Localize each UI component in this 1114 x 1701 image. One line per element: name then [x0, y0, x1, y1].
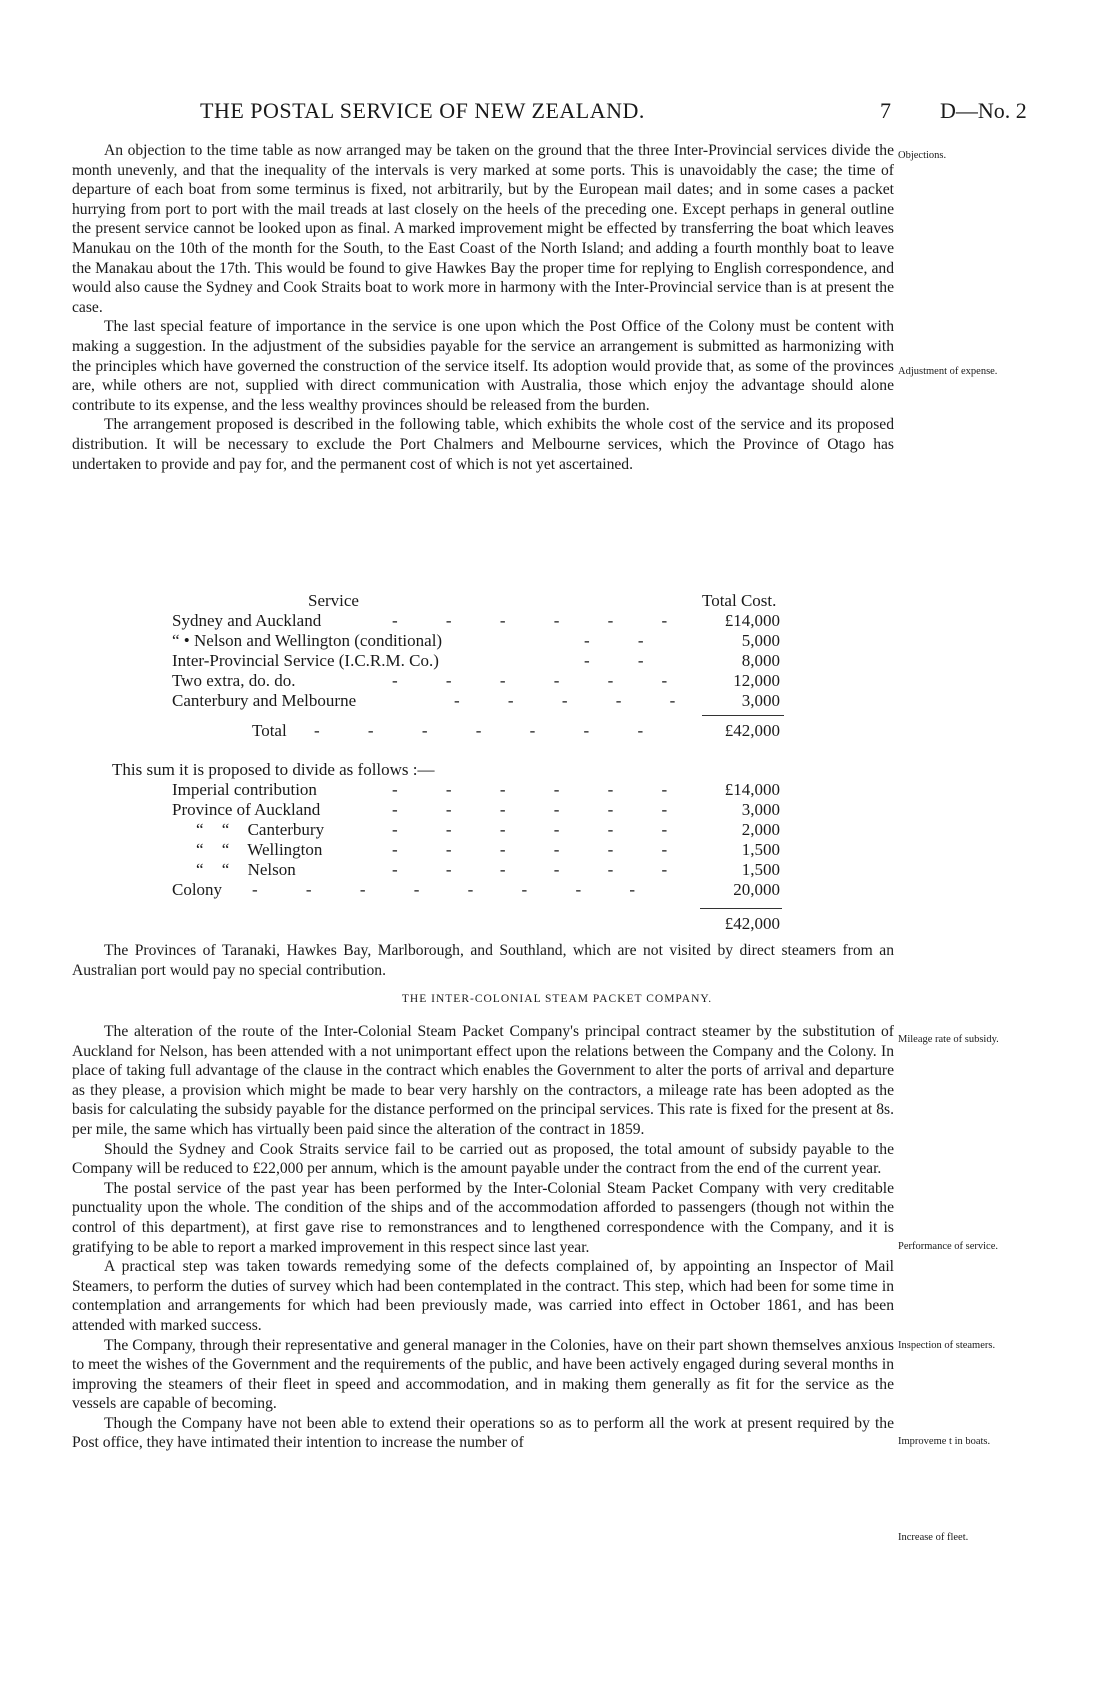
- body-column-1: [72, 141, 894, 474]
- table-header-cost: Total Cost.: [702, 591, 777, 610]
- margin-note: Objections.: [898, 150, 947, 161]
- paragraph: The postal service of the past year has been performed by the Inter-Colonial Steam Packet Company with very creditable punctuality upon the whole. The condition of the ships and of the accommodation afforded to passengers (though not within the control of this department), at first gave rise to remonstrances and to lengthened correspondence with the Company, and it is gratifying to be able to report a marked improvement in this respect since last year.: [72, 1179, 894, 1256]
- row-label: “ • Nelson and Wellington (conditional): [172, 631, 443, 650]
- leader-dashes: - -: [584, 631, 666, 650]
- page-number: 7: [880, 98, 891, 123]
- row-value: 8,000: [741, 651, 780, 670]
- paragraph: The arrangement proposed is described in the following table, which exhibits the whole cost of the service and its proposed distribution. It will be necessary to exclude the Port Chalmers and Melbourne services, which the Province of Otago has undertaken to provide and pay for, and the permanent cost of which is not yet ascertained.: [72, 416, 894, 473]
- running-head: [0, 98, 1114, 124]
- page-title: THE POSTAL SERVICE OF NEW ZEALAND.: [200, 98, 645, 123]
- total-label: Total: [252, 721, 287, 740]
- paragraph: The last special feature of importance in the service is one upon which the Post Office of the Colony must be content with making a suggestion. In the adjustment of the subsidies payable for the service an arrangement is submitted as harmonizing with the principles which have governed the construction of the service itself. Its adoption would provide that, as some of the provinces are, while others are not, supplied with direct communication with Australia, those which enjoy the advantage should alone contribute to its expense, and the less wealthy provinces should be released from the burden.: [72, 318, 894, 414]
- row-label: Two extra, do. do.: [172, 671, 296, 690]
- row-value: 12,000: [733, 671, 780, 690]
- margin-note: Mileage rate of subsidy.: [898, 1034, 999, 1045]
- paragraph: An objection to the time table as now arranged may be taken on the ground that the three Inter-Provincial services divide the month unevenly, and that the inequality of the intervals is very marked at some ports. This is unavoidably the case; the time of departure of each boat from some terminus is fixed, not arbitrarily, but by the European mail dates; and in some cases a packet hurrying from port to port with the mail treads at last closely on the heels of the preceding one. Except perhaps in general outline the present service cannot be looked upon as final. A marked improvement might be effected by transferring the boat which leaves Manukau on the 10th of the month for the South, to the East Coast of the North Island; and adding a fourth monthly boat to leave the Manakau about the 17th. This would be found to give Hawkes Bay the proper time for replying to English correspondence, and would also cause the Sydney and Cook Straits boat to work more in harmony with the Inter-Provincial service than is at present the case.: [72, 142, 894, 316]
- row-value: 1,500: [741, 860, 780, 879]
- cost-table: [172, 591, 812, 751]
- margin-note: Adjustment of expense.: [898, 366, 998, 377]
- leader-dashes: - - - - -: [454, 691, 698, 710]
- margin-note: Performance of service.: [898, 1241, 998, 1252]
- paragraph: The alteration of the route of the Inter-Colonial Steam Packet Company's principal contract steamer by the substitution of Auckland for Nelson, has been attended with a not unimportant effect upon the relations between the Company and the Colony. In place of taking full advantage of the clause in the contract which enables the Government to alter the ports of arrival and departure as they please, a provision which might be made to bear very harshly on the contractors, a mileage rate has been adopted as the basis for calculating the subsidy payable for the distance performed on the principal services. This rate is fixed for the present at 8s. per mile, the same which has virtually been paid since the alteration of the contract in 1859.: [72, 1023, 894, 1138]
- leader-dashes: - - - - - -: [392, 780, 690, 799]
- sum-rule: [700, 908, 782, 909]
- leader-dashes: - - - - - -: [392, 820, 690, 839]
- leader-dashes: - - - - - -: [392, 840, 690, 859]
- leader-dashes: - - - - - -: [392, 671, 690, 690]
- leader-dashes: - -: [584, 651, 666, 670]
- body-column-2: [72, 941, 894, 980]
- paragraph: Should the Sydney and Cook Straits service fail to be carried out as proposed, the total amount of subsidy payable to the Company will be reduced to £22,000 per annum, which is the amount payable under the contract from the end of the current year.: [72, 1140, 894, 1178]
- row-label: “ “ Wellington: [196, 840, 323, 859]
- paragraph: Though the Company have not been able to extend their operations so as to perform all the work at present required by the Post office, they have intimated their intention to increase the number of: [72, 1414, 894, 1452]
- row-value: 3,000: [741, 800, 780, 819]
- row-label: Province of Auckland: [172, 800, 321, 819]
- row-value: 5,000: [741, 631, 780, 650]
- row-label: “ “ Nelson: [196, 860, 296, 879]
- sum-rule: [702, 715, 784, 716]
- paragraph: The Provinces of Taranaki, Hawkes Bay, Marlborough, and Southland, which are not visited by direct steamers from an Australian port would pay no special contribution.: [72, 942, 894, 979]
- distribution-intro: This sum it is proposed to divide as follows :—: [112, 760, 435, 779]
- total-value: £42,000: [724, 914, 780, 933]
- document-reference: D—No. 2: [940, 98, 1027, 123]
- row-value: £14,000: [724, 780, 780, 799]
- leader-dashes: - - - - - -: [392, 800, 690, 819]
- row-value: 3,000: [741, 691, 780, 710]
- paragraph: The Company, through their representative and general manager in the Colonies, have on their part shown themselves anxious to meet the wishes of the Government and the requirements of the public, and have been actively engaged during several months in improving the steamers of their fleet in speed and accommodation, and in making them generally as fit for the service as the vessels are capable of becoming.: [72, 1336, 894, 1413]
- paragraph: A practical step was taken towards remedying some of the defects complained of, by appointing an Inspector of Mail Steamers, to perform the duties of survey which had been contemplated in the contract. This step, which had been for some time in contemplation and arrangements for which had been previously made, was carried into effect in October 1861, and has been attended with marked success.: [72, 1258, 894, 1334]
- distribution-table: [112, 760, 812, 940]
- leader-dashes: - - - - - -: [392, 860, 690, 879]
- leader-dashes: - - - - - - - -: [252, 880, 658, 899]
- row-value: 2,000: [741, 820, 780, 839]
- row-value: £14,000: [724, 611, 780, 630]
- margin-note: Inspection of steamers.: [898, 1340, 996, 1351]
- row-label: Canterbury and Melbourne: [172, 691, 357, 710]
- row-value: 1,500: [741, 840, 780, 859]
- row-label: Imperial contribution: [172, 780, 317, 799]
- margin-note: Improveme t in boats.: [898, 1436, 991, 1447]
- margin-note: Increase of fleet.: [898, 1532, 969, 1543]
- row-label: Colony: [172, 880, 223, 899]
- leader-dashes: - - - - - -: [392, 611, 690, 630]
- body-column-3: [72, 1022, 894, 1453]
- row-label: Sydney and Auckland: [172, 611, 322, 630]
- leader-dashes: - - - - - - -: [314, 721, 666, 740]
- section-heading: THE INTER-COLONIAL STEAM PACKET COMPANY.: [401, 993, 713, 1005]
- total-value: £42,000: [724, 721, 780, 740]
- table-header-service: Service: [308, 591, 359, 610]
- row-value: 20,000: [733, 880, 780, 899]
- row-label: Inter-Provincial Service (I.C.R.M. Co.): [172, 651, 439, 670]
- row-label: “ “ Canterbury: [196, 820, 325, 839]
